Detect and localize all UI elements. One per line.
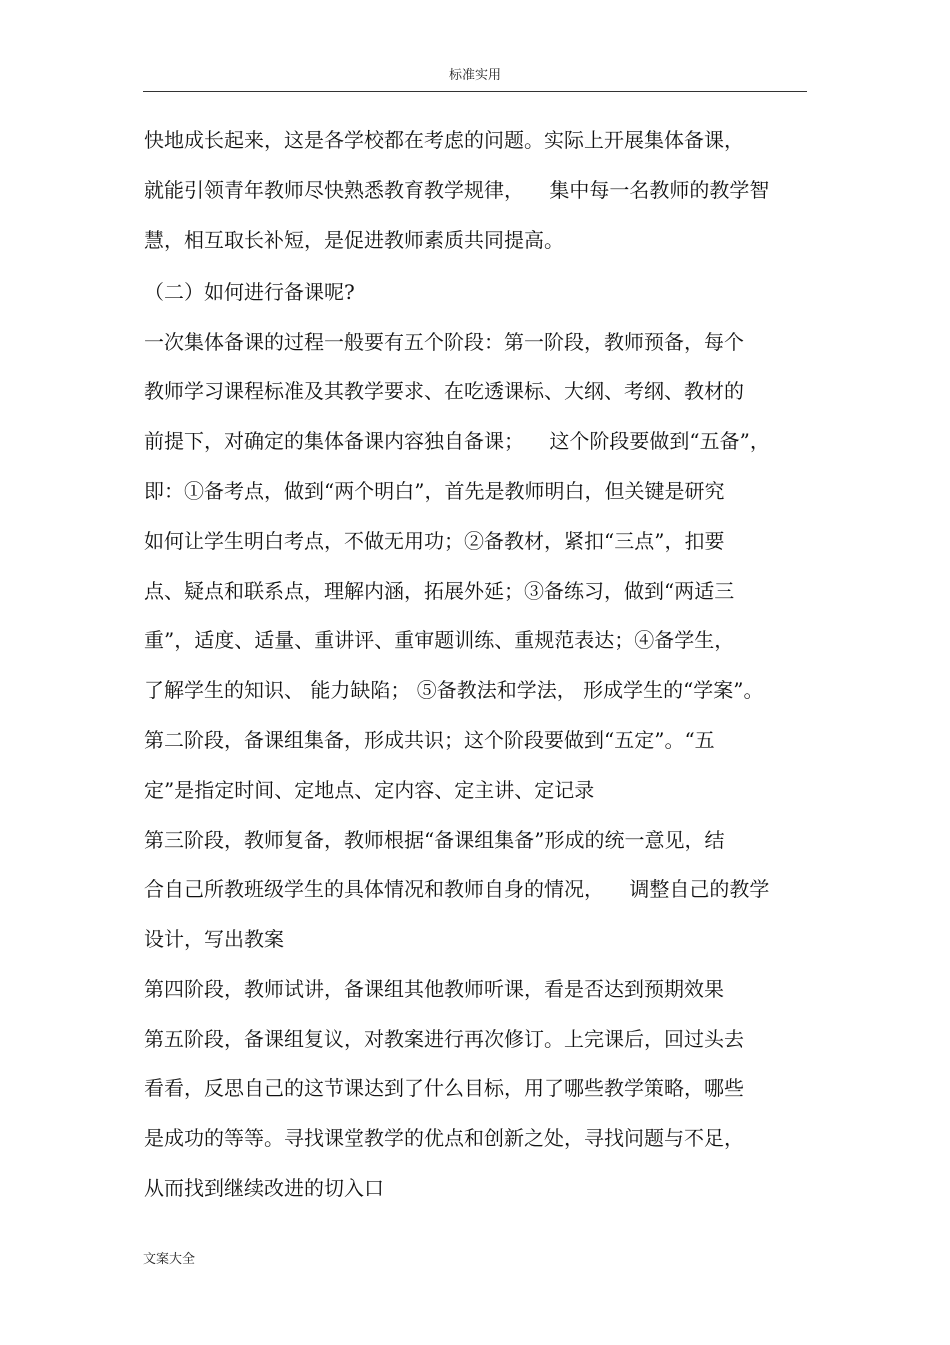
body-line: 慧，相互取长补短，是促进教师素质共同提高。 xyxy=(144,228,564,252)
body-line: 第三阶段，教师复备，教师根据“备课组集备”形成的统一意见，结 xyxy=(144,828,725,852)
page-header: 标准实用 xyxy=(448,68,501,83)
body-line: 前提下，对确定的集体备课内容独自备课； 这个阶段要做到“五备”， xyxy=(144,429,770,453)
body-line: 设计，写出教案 xyxy=(144,927,284,951)
body-line: 如何让学生明白考点，不做无用功；②备教材，紧扣“三点”，扣要 xyxy=(144,529,725,553)
body-line: 即：①备考点，做到“两个明白”，首先是教师明白，但关键是研究 xyxy=(144,479,725,503)
body-line: 定”是指定时间、定地点、定内容、定主讲、定记录 xyxy=(144,778,595,802)
body-line: 看看，反思自己的这节课达到了什么目标，用了哪些教学策略，哪些 xyxy=(144,1076,744,1100)
body-line: 一次集体备课的过程一般要有五个阶段：第一阶段，教师预备，每个 xyxy=(144,330,744,354)
body-line: 就能引领青年教师尽快熟悉教育教学规律， 集中每一名教师的教学智 xyxy=(144,178,770,202)
body-line: 第二阶段，备课组集备，形成共识；这个阶段要做到“五定”。“五 xyxy=(144,728,715,752)
body-line: 第五阶段，备课组复议，对教案进行再次修订。上完课后，回过头去 xyxy=(144,1027,744,1051)
body-line: 第四阶段，教师试讲，备课组其他教师听课，看是否达到预期效果 xyxy=(144,977,724,1001)
body-line: 点、疑点和联系点，理解内涵，拓展外延；③备练习，做到“两适三 xyxy=(144,579,735,603)
body-line: 了解学生的知识、 能力缺陷； ⑤备教法和学法， 形成学生的“学案”。 xyxy=(144,678,764,702)
page-footer: 文案大全 xyxy=(143,1252,196,1267)
body-line: 重”，适度、适量、重讲评、重审题训练、重规范表达；④备学生， xyxy=(144,628,735,652)
body-line: 教师学习课程标准及其教学要求、在吃透课标、大纲、考纲、教材的 xyxy=(144,379,744,403)
body-line: 是成功的等等。寻找课堂教学的优点和创新之处，寻找问题与不足， xyxy=(144,1126,744,1150)
body-line: 合自己所教班级学生的具体情况和教师自身的情况， 调整自己的教学 xyxy=(144,877,770,901)
body-line: 快地成长起来，这是各学校都在考虑的问题。实际上开展集体备课， xyxy=(144,128,744,152)
header-divider xyxy=(143,91,807,92)
section-heading: （二）如何进行备课呢? xyxy=(144,280,355,304)
body-line: 从而找到继续改进的切入口 xyxy=(144,1176,384,1200)
